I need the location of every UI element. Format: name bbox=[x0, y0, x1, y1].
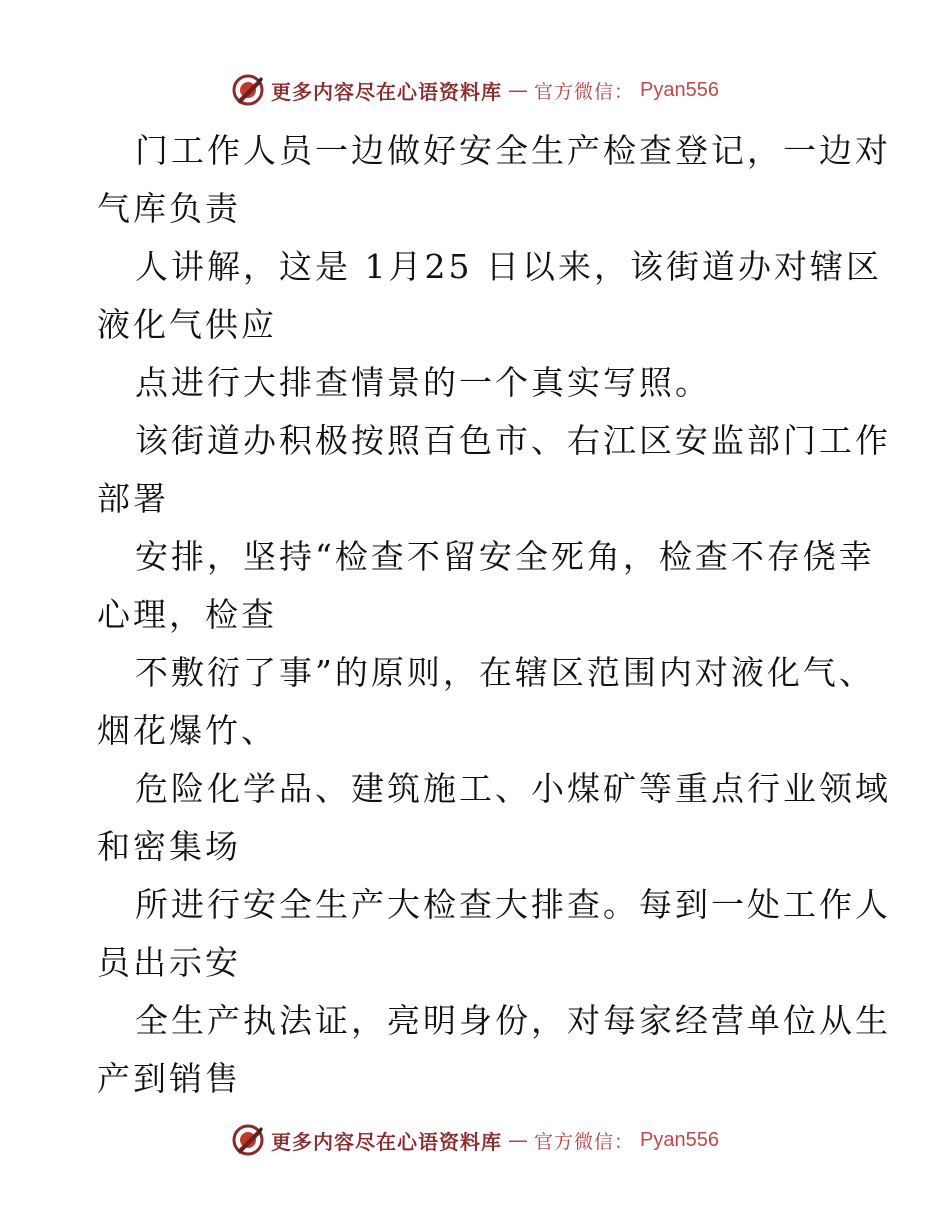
text-line: 该街道办积极按照百色市、右江区安监部门工作 bbox=[135, 421, 891, 460]
text-line: 全生产执法证，亮明身份，对每家经营单位从生 bbox=[135, 1001, 891, 1040]
text-line: 液化气供应 bbox=[97, 305, 277, 344]
text-line: 点进行大排查情景的一个真实写照。 bbox=[135, 363, 711, 402]
watermark-contact-label: 官方微信： bbox=[534, 80, 635, 103]
watermark-contact-label: 官方微信： bbox=[534, 1130, 635, 1153]
text-line: 产到销售 bbox=[97, 1059, 241, 1098]
watermark-contact-id: Pyan556 bbox=[640, 1128, 719, 1151]
text-line: 心理，检查 bbox=[97, 595, 277, 634]
watermark-site-text: 更多内容尽在心语资料库 bbox=[271, 1129, 502, 1154]
footer-watermark bbox=[0, 1120, 950, 1160]
text-line: 人讲解，这是 1月25 日以来，该街道办对辖区 bbox=[135, 247, 882, 286]
text-line: 员出示安 bbox=[97, 943, 241, 982]
text-line: 不敷衍了事”的原则，在辖区范围内对液化气、 bbox=[135, 653, 875, 692]
text-line: 危险化学品、建筑施工、小煤矿等重点行业领域 bbox=[135, 769, 891, 808]
text-line: 和密集场 bbox=[97, 827, 241, 866]
watermark-site-text: 更多内容尽在心语资料库 bbox=[271, 79, 502, 104]
watermark-contact-id: Pyan556 bbox=[640, 78, 719, 101]
watermark-separator: — bbox=[508, 78, 528, 102]
text-line: 烟花爆竹、 bbox=[97, 711, 277, 750]
header-watermark bbox=[0, 70, 950, 110]
text-line: 部署 bbox=[97, 479, 169, 518]
document-body bbox=[97, 122, 891, 1108]
pen-logo-icon bbox=[231, 73, 265, 107]
text-line: 气库负责 bbox=[97, 189, 241, 228]
text-line: 门工作人员一边做好安全生产检查登记，一边对 bbox=[135, 131, 891, 170]
pen-logo-icon bbox=[231, 1123, 265, 1157]
watermark-separator: — bbox=[508, 1128, 528, 1152]
text-line: 安排，坚持“检查不留安全死角，检查不存侥幸 bbox=[135, 537, 875, 576]
text-line: 所进行安全生产大检查大排查。每到一处工作人 bbox=[135, 885, 891, 924]
